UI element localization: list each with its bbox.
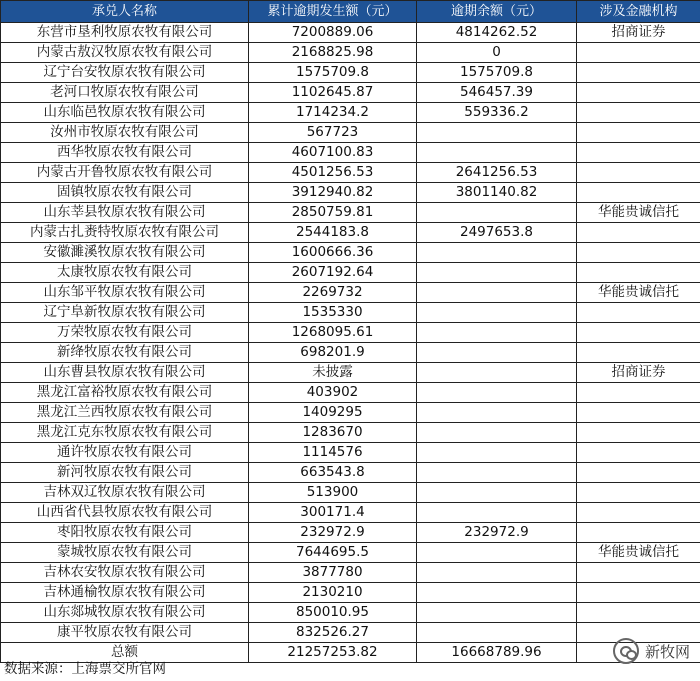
overdue-balance-cell: 3801140.82 bbox=[417, 183, 577, 203]
institution-cell bbox=[577, 223, 700, 243]
overdue-balance-cell bbox=[417, 423, 577, 443]
overdue-balance-cell bbox=[417, 383, 577, 403]
table-row bbox=[1, 463, 700, 483]
table-row bbox=[1, 323, 700, 343]
overdue-balance-cell bbox=[417, 603, 577, 623]
acceptor-name-cell: 安徽濉溪牧原农牧有限公司 bbox=[1, 243, 249, 263]
institution-cell bbox=[577, 503, 700, 523]
total-balance-cell: 16668789.96 bbox=[417, 643, 577, 663]
acceptor-name-cell: 吉林双辽牧原农牧有限公司 bbox=[1, 483, 249, 503]
table-row bbox=[1, 583, 700, 603]
table-row bbox=[1, 83, 700, 103]
cumulative-overdue-cell: 2130210 bbox=[249, 583, 417, 603]
acceptor-name-cell: 黑龙江富裕牧原农牧有限公司 bbox=[1, 383, 249, 403]
acceptor-name-cell: 老河口牧原农牧有限公司 bbox=[1, 83, 249, 103]
table-row bbox=[1, 523, 700, 543]
institution-cell: 华能贵诚信托 bbox=[577, 543, 700, 563]
overdue-balance-cell bbox=[417, 623, 577, 643]
overdue-balance-cell bbox=[417, 583, 577, 603]
table-row bbox=[1, 183, 700, 203]
table-row bbox=[1, 383, 700, 403]
cumulative-overdue-cell: 663543.8 bbox=[249, 463, 417, 483]
cumulative-overdue-cell: 300171.4 bbox=[249, 503, 417, 523]
total-cumulative-cell: 21257253.82 bbox=[249, 643, 417, 663]
overdue-balance-cell bbox=[417, 343, 577, 363]
header-overdue-balance: 逾期余额（元） bbox=[417, 1, 577, 23]
cumulative-overdue-cell: 2607192.64 bbox=[249, 263, 417, 283]
watermark-text: 新牧网 bbox=[644, 642, 690, 661]
institution-cell bbox=[577, 343, 700, 363]
table-row bbox=[1, 283, 700, 303]
cumulative-overdue-cell: 未披露 bbox=[249, 363, 417, 383]
cumulative-overdue-cell: 513900 bbox=[249, 483, 417, 503]
cumulative-overdue-cell: 4501256.53 bbox=[249, 163, 417, 183]
table-row bbox=[1, 623, 700, 643]
cumulative-overdue-cell: 3912940.82 bbox=[249, 183, 417, 203]
institution-cell: 华能贵诚信托 bbox=[577, 283, 700, 303]
acceptor-name-cell: 蒙城牧原农牧有限公司 bbox=[1, 543, 249, 563]
overdue-balance-cell bbox=[417, 503, 577, 523]
acceptor-name-cell: 万荣牧原农牧有限公司 bbox=[1, 323, 249, 343]
overdue-balance-cell bbox=[417, 263, 577, 283]
acceptor-name-cell: 枣阳牧原农牧有限公司 bbox=[1, 523, 249, 543]
table-row bbox=[1, 403, 700, 423]
cumulative-overdue-cell: 1283670 bbox=[249, 423, 417, 443]
cumulative-overdue-cell: 4607100.83 bbox=[249, 143, 417, 163]
table-row bbox=[1, 503, 700, 523]
acceptor-name-cell: 山西省代县牧原农牧有限公司 bbox=[1, 503, 249, 523]
overdue-balance-cell: 232972.9 bbox=[417, 523, 577, 543]
cumulative-overdue-cell: 2168825.98 bbox=[249, 43, 417, 63]
acceptor-name-cell: 新绛牧原农牧有限公司 bbox=[1, 343, 249, 363]
table-row bbox=[1, 63, 700, 83]
acceptor-name-cell: 内蒙古开鲁牧原农牧有限公司 bbox=[1, 163, 249, 183]
overdue-balance-cell: 546457.39 bbox=[417, 83, 577, 103]
overdue-balance-cell: 1575709.8 bbox=[417, 63, 577, 83]
institution-cell bbox=[577, 403, 700, 423]
overdue-balance-cell: 2497653.8 bbox=[417, 223, 577, 243]
overdue-balance-cell bbox=[417, 543, 577, 563]
table-row bbox=[1, 23, 700, 43]
cumulative-overdue-cell: 1714234.2 bbox=[249, 103, 417, 123]
cumulative-overdue-cell: 698201.9 bbox=[249, 343, 417, 363]
cumulative-overdue-cell: 2269732 bbox=[249, 283, 417, 303]
institution-cell bbox=[577, 143, 700, 163]
cumulative-overdue-cell: 1268095.61 bbox=[249, 323, 417, 343]
institution-cell bbox=[577, 103, 700, 123]
institution-cell bbox=[577, 443, 700, 463]
cumulative-overdue-cell: 7200889.06 bbox=[249, 23, 417, 43]
cumulative-overdue-cell: 832526.27 bbox=[249, 623, 417, 643]
overdue-balance-cell bbox=[417, 243, 577, 263]
institution-cell bbox=[577, 83, 700, 103]
institution-cell bbox=[577, 483, 700, 503]
table-row bbox=[1, 43, 700, 63]
institution-cell bbox=[577, 163, 700, 183]
wechat-icon bbox=[613, 638, 639, 664]
institution-cell bbox=[577, 243, 700, 263]
acceptor-name-cell: 吉林农安牧原农牧有限公司 bbox=[1, 563, 249, 583]
institution-cell bbox=[577, 263, 700, 283]
cumulative-overdue-cell: 3877780 bbox=[249, 563, 417, 583]
cumulative-overdue-cell: 403902 bbox=[249, 383, 417, 403]
acceptor-name-cell: 康平牧原农牧有限公司 bbox=[1, 623, 249, 643]
acceptor-name-cell: 山东郯城牧原农牧有限公司 bbox=[1, 603, 249, 623]
institution-cell bbox=[577, 63, 700, 83]
acceptor-name-cell: 通许牧原农牧有限公司 bbox=[1, 443, 249, 463]
overdue-balance-cell bbox=[417, 363, 577, 383]
cumulative-overdue-cell: 1102645.87 bbox=[249, 83, 417, 103]
table-row bbox=[1, 263, 700, 283]
table-row bbox=[1, 483, 700, 503]
overdue-balance-cell bbox=[417, 203, 577, 223]
watermark bbox=[613, 638, 690, 664]
total-label-cell: 总额 bbox=[1, 643, 249, 663]
overdue-balance-cell bbox=[417, 443, 577, 463]
cumulative-overdue-cell: 1575709.8 bbox=[249, 63, 417, 83]
header-cumulative-overdue: 累计逾期发生额（元） bbox=[249, 1, 417, 23]
overdue-balance-cell bbox=[417, 403, 577, 423]
overdue-balance-cell bbox=[417, 323, 577, 343]
institution-cell bbox=[577, 523, 700, 543]
cumulative-overdue-cell: 850010.95 bbox=[249, 603, 417, 623]
overdue-balance-cell: 0 bbox=[417, 43, 577, 63]
overdue-balance-cell bbox=[417, 303, 577, 323]
acceptor-name-cell: 黑龙江兰西牧原农牧有限公司 bbox=[1, 403, 249, 423]
overdue-balance-cell bbox=[417, 483, 577, 503]
acceptor-name-cell: 西华牧原农牧有限公司 bbox=[1, 143, 249, 163]
table-header-row bbox=[1, 1, 700, 23]
cumulative-overdue-cell: 567723 bbox=[249, 123, 417, 143]
acceptor-name-cell: 吉林通榆牧原农牧有限公司 bbox=[1, 583, 249, 603]
table-row bbox=[1, 423, 700, 443]
table-row bbox=[1, 223, 700, 243]
institution-cell: 招商证券 bbox=[577, 23, 700, 43]
institution-cell bbox=[577, 323, 700, 343]
overdue-balance-cell: 559336.2 bbox=[417, 103, 577, 123]
institution-cell bbox=[577, 603, 700, 623]
institution-cell bbox=[577, 43, 700, 63]
institution-cell bbox=[577, 123, 700, 143]
institution-cell: 华能贵诚信托 bbox=[577, 203, 700, 223]
header-acceptor-name: 承兑人名称 bbox=[1, 1, 249, 23]
acceptor-name-cell: 新河牧原农牧有限公司 bbox=[1, 463, 249, 483]
cumulative-overdue-cell: 1600666.36 bbox=[249, 243, 417, 263]
overdue-balance-cell bbox=[417, 563, 577, 583]
table-row bbox=[1, 143, 700, 163]
acceptor-name-cell: 山东邹平牧原农牧有限公司 bbox=[1, 283, 249, 303]
table-row bbox=[1, 203, 700, 223]
acceptor-name-cell: 固镇牧原农牧有限公司 bbox=[1, 183, 249, 203]
table-row bbox=[1, 343, 700, 363]
overdue-balance-cell: 2641256.53 bbox=[417, 163, 577, 183]
cumulative-overdue-cell: 2544183.8 bbox=[249, 223, 417, 243]
institution-cell bbox=[577, 423, 700, 443]
institution-cell: 招商证券 bbox=[577, 363, 700, 383]
institution-cell bbox=[577, 463, 700, 483]
acceptor-name-cell: 太康牧原农牧有限公司 bbox=[1, 263, 249, 283]
overdue-balance-cell bbox=[417, 123, 577, 143]
table-row bbox=[1, 123, 700, 143]
institution-cell bbox=[577, 183, 700, 203]
acceptor-name-cell: 内蒙古扎赉特牧原农牧有限公司 bbox=[1, 223, 249, 243]
institution-cell bbox=[577, 303, 700, 323]
acceptor-name-cell: 辽宁台安牧原农牧有限公司 bbox=[1, 63, 249, 83]
cumulative-overdue-cell: 1535330 bbox=[249, 303, 417, 323]
table-row bbox=[1, 363, 700, 383]
overdue-balance-cell: 4814262.52 bbox=[417, 23, 577, 43]
overdue-balance-cell bbox=[417, 283, 577, 303]
cumulative-overdue-cell: 7644695.5 bbox=[249, 543, 417, 563]
cumulative-overdue-cell: 232972.9 bbox=[249, 523, 417, 543]
cumulative-overdue-cell: 2850759.81 bbox=[249, 203, 417, 223]
acceptor-name-cell: 山东曹县牧原农牧有限公司 bbox=[1, 363, 249, 383]
institution-cell bbox=[577, 563, 700, 583]
overdue-balance-cell bbox=[417, 143, 577, 163]
table-row bbox=[1, 163, 700, 183]
table-row bbox=[1, 543, 700, 563]
acceptor-name-cell: 辽宁阜新牧原农牧有限公司 bbox=[1, 303, 249, 323]
data-source-note: 数据来源：上海票交所官网 bbox=[4, 661, 166, 677]
acceptor-name-cell: 汝州市牧原农牧有限公司 bbox=[1, 123, 249, 143]
table-row bbox=[1, 443, 700, 463]
table-row bbox=[1, 243, 700, 263]
table-row bbox=[1, 303, 700, 323]
acceptor-name-cell: 山东莘县牧原农牧有限公司 bbox=[1, 203, 249, 223]
table-row bbox=[1, 603, 700, 623]
institution-cell bbox=[577, 583, 700, 603]
header-institution: 涉及金融机构 bbox=[577, 1, 700, 23]
table-row bbox=[1, 563, 700, 583]
acceptor-name-cell: 内蒙古敖汉牧原农牧有限公司 bbox=[1, 43, 249, 63]
cumulative-overdue-cell: 1114576 bbox=[249, 443, 417, 463]
overdue-balance-cell bbox=[417, 463, 577, 483]
table-row bbox=[1, 103, 700, 123]
acceptor-name-cell: 黑龙江克东牧原农牧有限公司 bbox=[1, 423, 249, 443]
table-body bbox=[1, 23, 700, 663]
acceptor-name-cell: 山东临邑牧原农牧有限公司 bbox=[1, 103, 249, 123]
acceptor-name-cell: 东营市垦利牧原农牧有限公司 bbox=[1, 23, 249, 43]
cumulative-overdue-cell: 1409295 bbox=[249, 403, 417, 423]
institution-cell bbox=[577, 383, 700, 403]
